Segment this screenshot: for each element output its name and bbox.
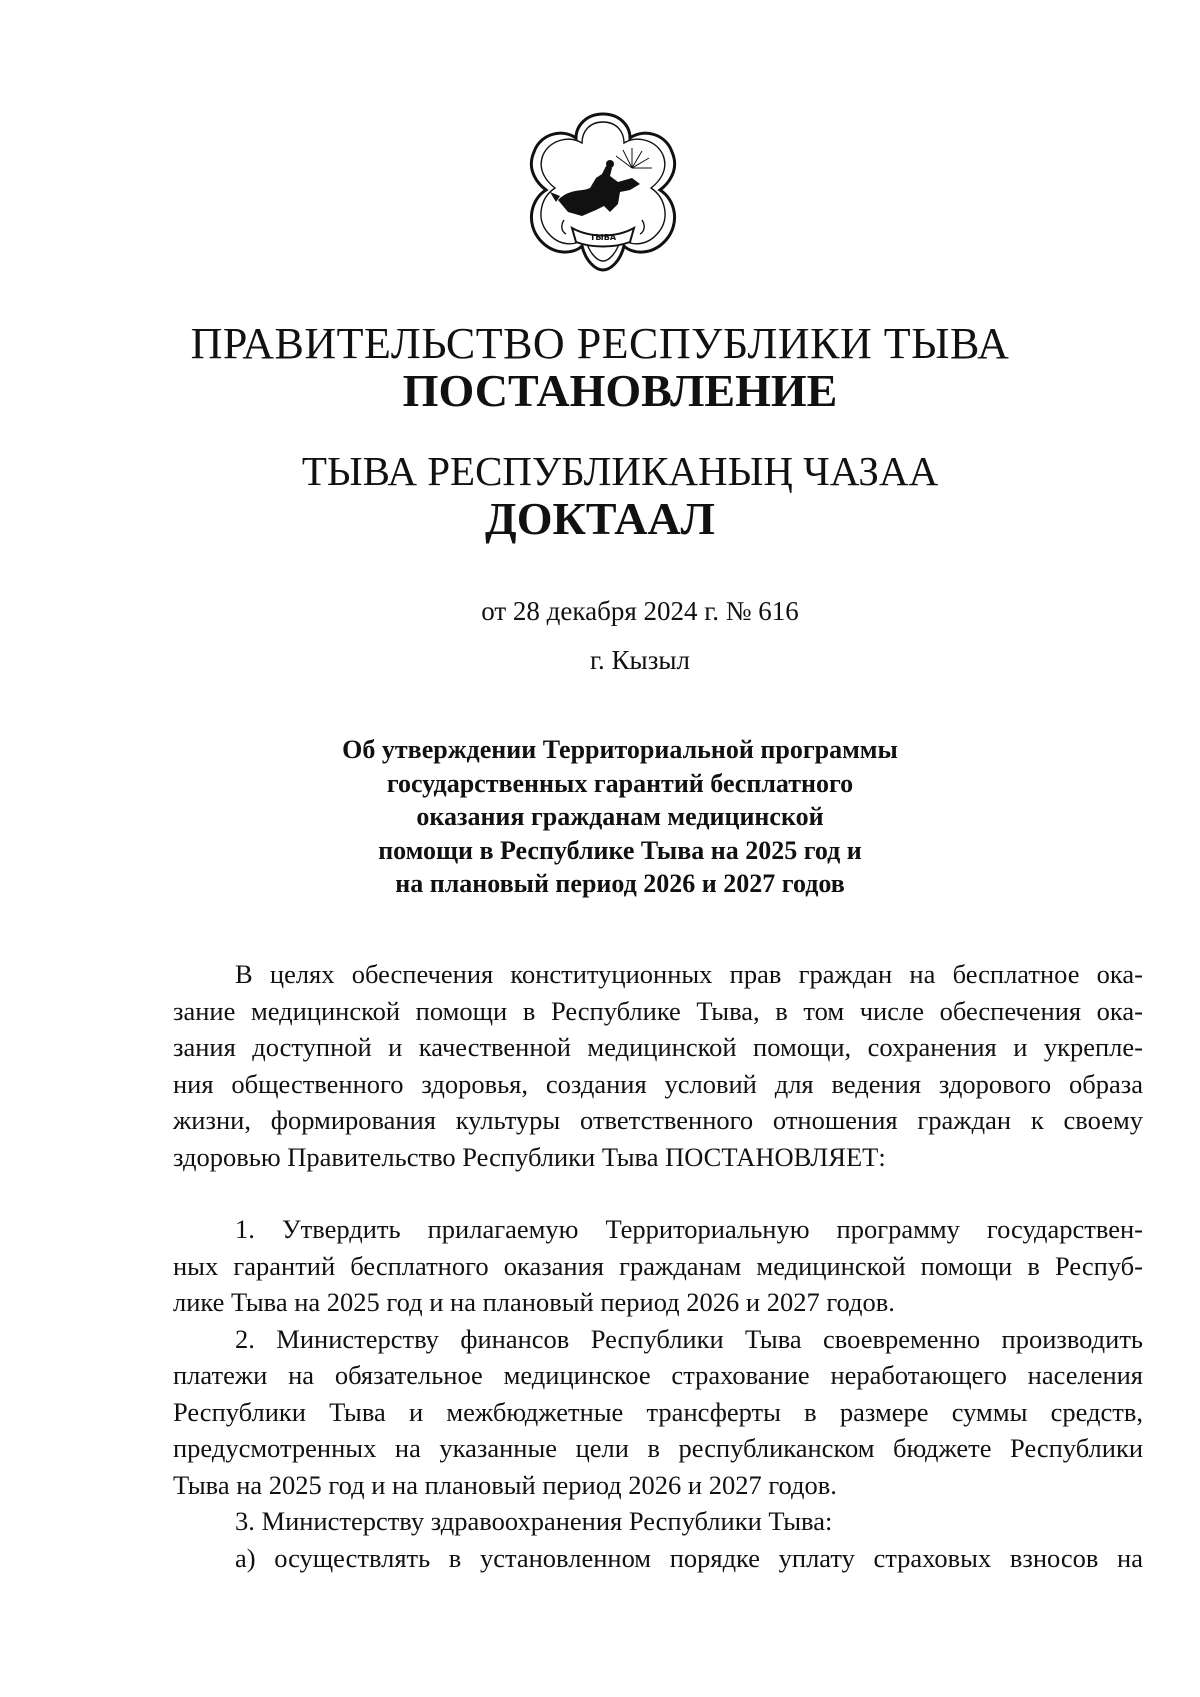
title-line: помощи в Республике Тыва на 2025 год и [378,835,862,865]
text-line: Республики Тыва и межбюджетные трансферты в размере суммы средств, [173,1396,1143,1427]
text-line: 1. Утвердить прилагаемую Территориальную программу государствен- [235,1214,1143,1244]
text-line: 3. Министерству здравоохранения Республики Тыва: [235,1506,833,1536]
title-line: государственных гарантий бесплатного [386,768,854,798]
document-type-ru: ПОСТАНОВЛЕНИЕ [402,365,838,416]
text-line: 2. Министерству финансов Республики Тыва своевременно производить [235,1323,1143,1354]
emblem-text: ТЫВА [589,233,617,242]
document-body [173,956,1143,1576]
title-line: Об утверждении Территориальной программы [342,735,898,764]
text-line: ных гарантий бесплатного оказания гражданам медицинской помощи в Респуб- [173,1250,1143,1281]
text-line: зания доступной и качественной медицинской помощи, сохранения и укрепле- [173,1032,1143,1062]
text-line: предусмотренных на указанные цели в республиканском бюджете Республики [173,1433,1143,1463]
government-name-tv: ТЫВА РЕСПУБЛИКАНЫҢ ЧАЗАА [301,448,939,494]
text-line: В целях обеспечения конституционных прав граждан на бесплатное ока- [235,959,1143,989]
text-line: платежи на обязательное медицинское страхование неработающего населения [173,1360,1143,1390]
text-line: ния общественного здоровья, создания условий для ведения здорового образа [173,1068,1143,1099]
item-3a-paragraph [173,1540,1143,1577]
preamble-paragraph [173,956,1143,1175]
text-line: зание медицинской помощи в Республике Тыва, в том числе обеспечения ока- [173,995,1143,1026]
document-city: г. Кызыл [590,645,690,675]
text-line: жизни, формирования культуры ответственного отношения граждан к своему [173,1105,1143,1135]
text-line: лике Тыва на 2025 год и на плановый период 2026 и 2027 годов. [173,1287,895,1317]
coat-of-arms-emblem [520,108,686,274]
emblem-graphic [520,108,686,274]
document-type-tv: ДОКТААЛ [485,493,715,544]
text-line: а) осуществлять в установленном порядке уплату страховых взносов на [235,1542,1143,1573]
text-line: здоровью Правительство Республики Тыва ПОСТАНОВЛЯЕТ: [173,1141,886,1172]
government-name-ru: ПРАВИТЕЛЬСТВО РЕСПУБЛИКИ ТЫВА [190,319,1010,368]
text-line: Тыва на 2025 год и на плановый период 2026 и 2027 годов. [173,1469,837,1500]
title-line: на плановый период 2026 и 2027 годов [395,869,845,898]
item-3-paragraph [173,1503,1143,1540]
item-1-paragraph [173,1211,1143,1321]
document-date-number: от 28 декабря 2024 г. № 616 [481,596,799,626]
title-line: оказания гражданам медицинской [416,802,824,831]
item-2-paragraph [173,1321,1143,1504]
document-title [300,733,940,901]
